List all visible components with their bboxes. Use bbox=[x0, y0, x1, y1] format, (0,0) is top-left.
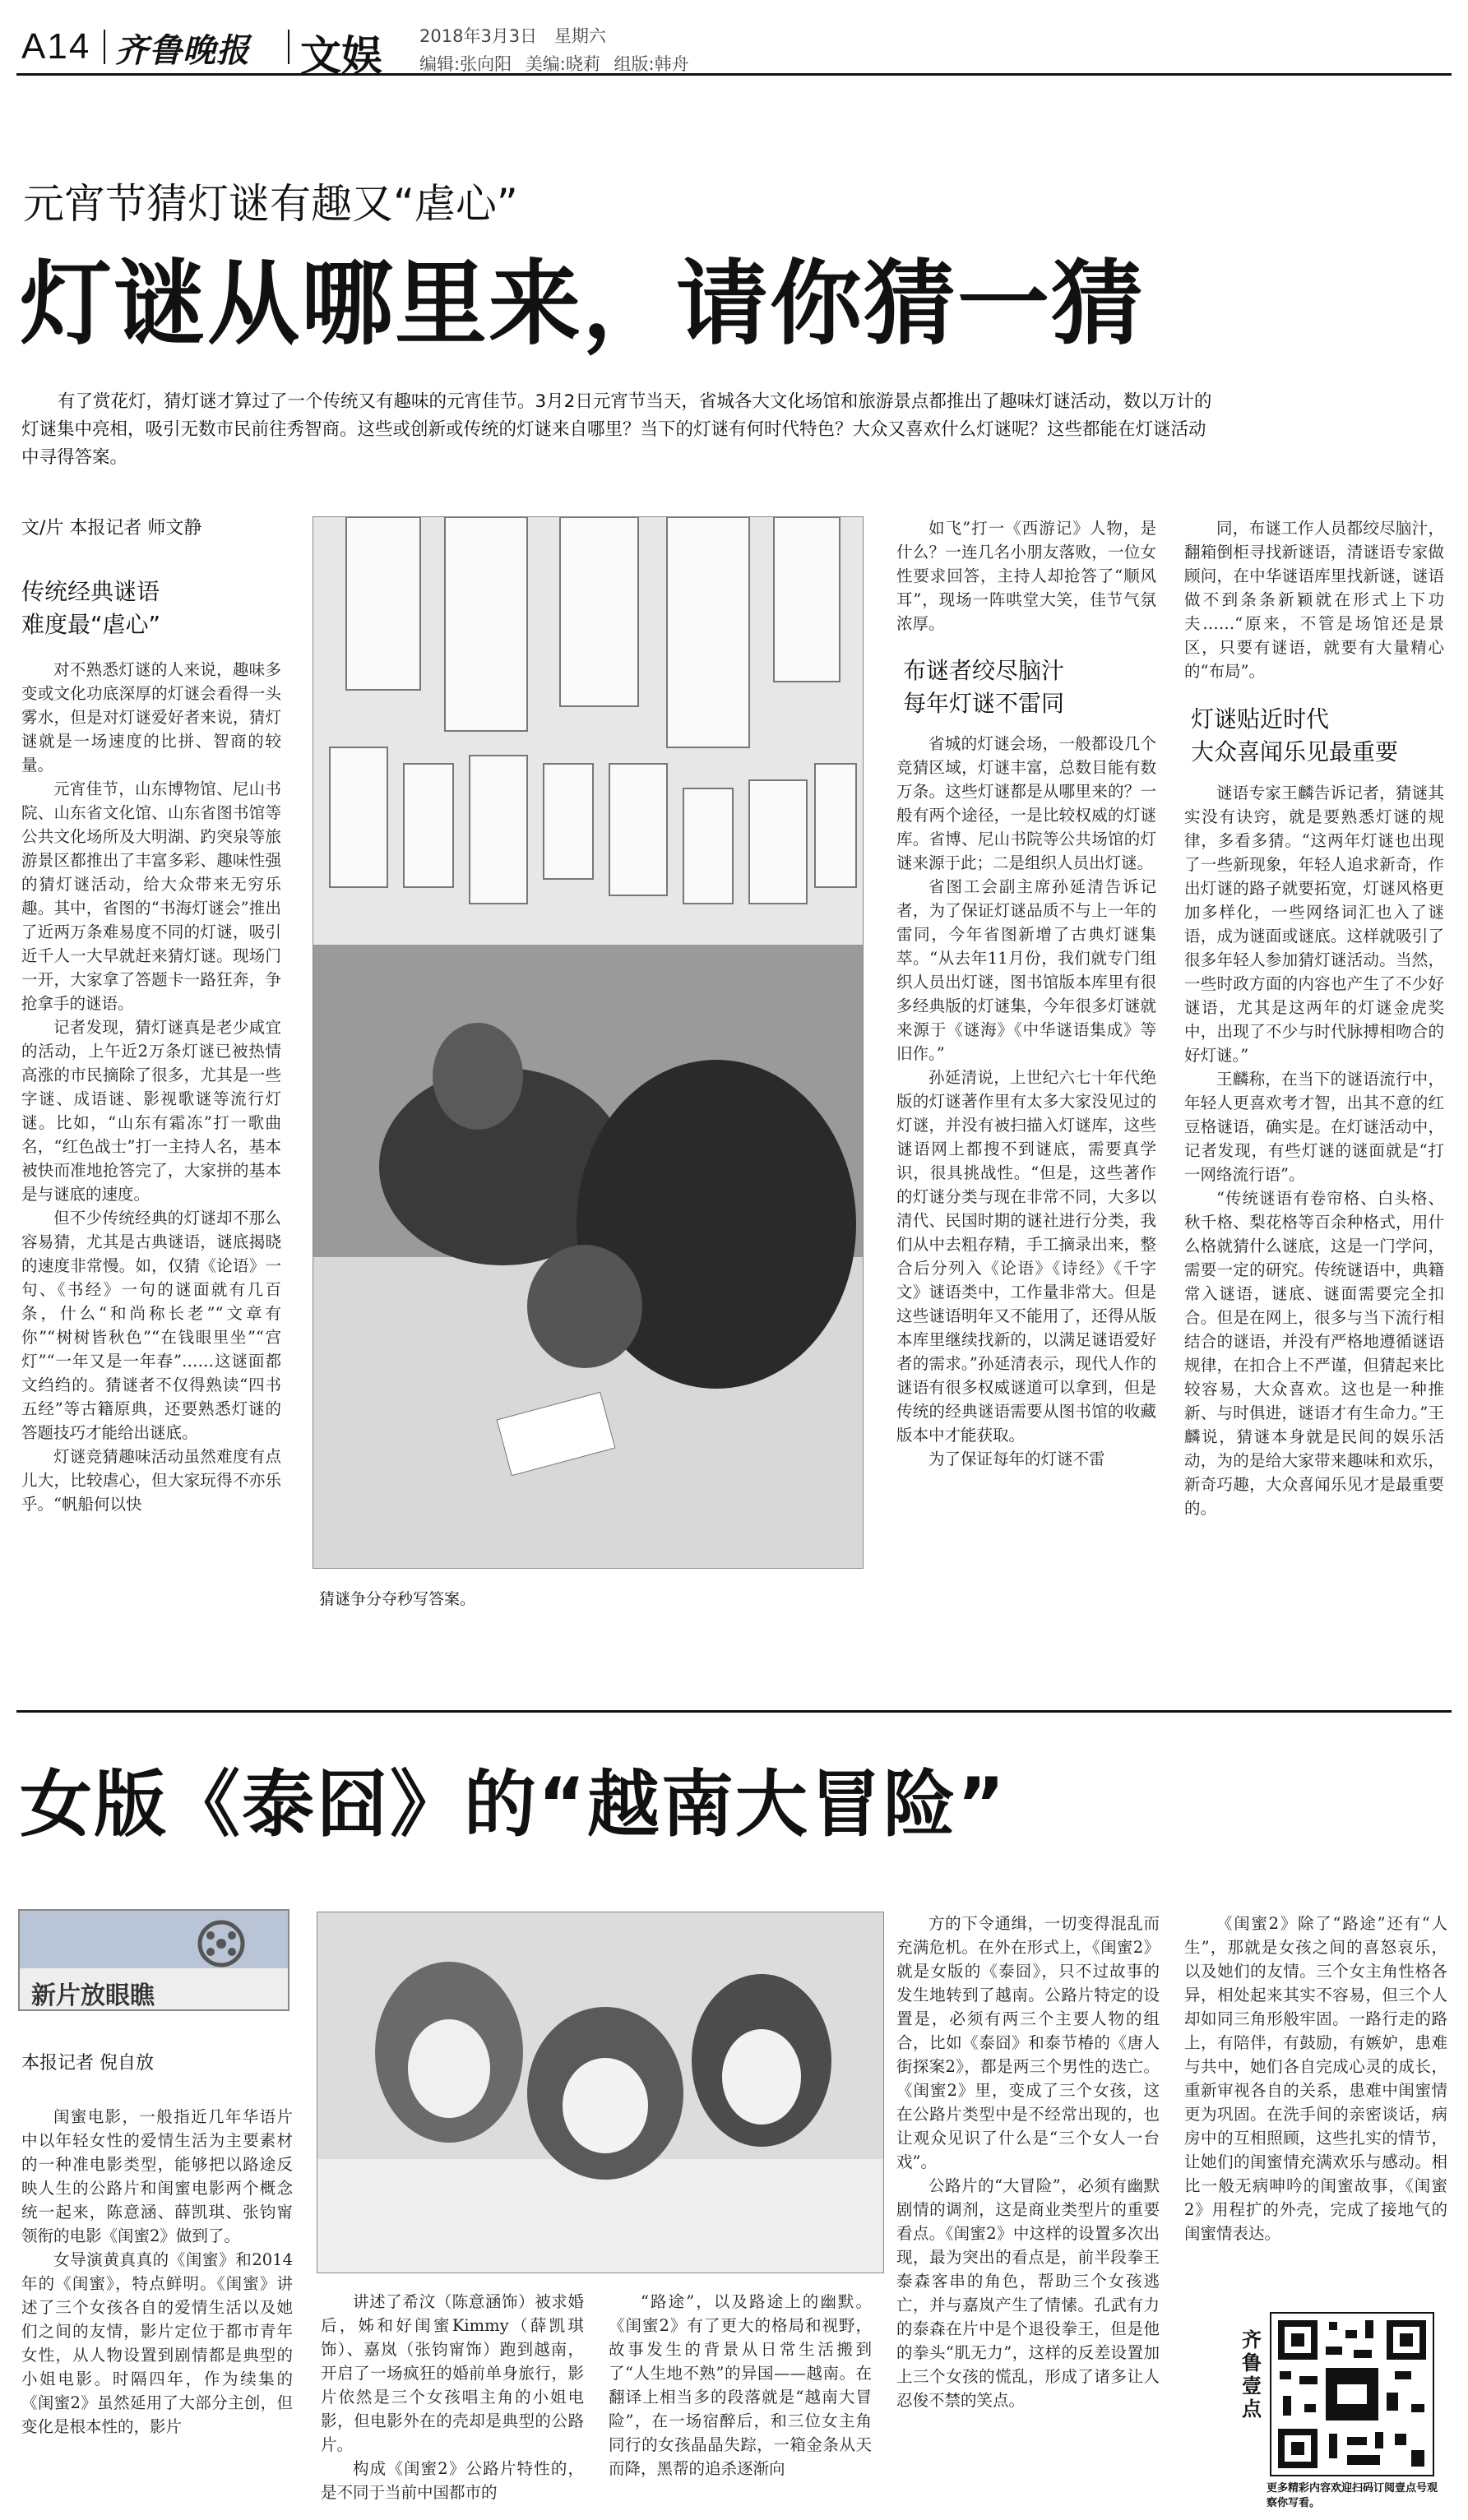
story1-column-2 bbox=[896, 516, 1156, 636]
film-column-label: 新片放眼瞧 bbox=[31, 1981, 155, 2010]
paragraph: “传统谜语有卷帘格、白头格、秋千格、梨花格等百余种格式，用什么格就猜什么谜底，这是一门学问，需要一定的研究。传统谜语中，典籍常入谜语，谜底、谜面需要完全扣合。但是在网上，很多与当下流行相结合的谜语，并没有严格地遵循谜语规律，在扣合上不严谨，但猜起来比较容易，大众喜欢。这也是一种推新、与时俱进，谜语才有生命力。”王麟说，猜谜本身就是民间的娱乐活动，为的是给大家带来趣味和欢乐，新奇巧趣，大众喜闻乐见才是最重要的。 bbox=[1184, 1189, 1444, 1518]
editor-credits: 编辑:张向阳 美编:晓莉 组版:韩舟 bbox=[419, 54, 689, 74]
film-column-badge bbox=[18, 1909, 289, 2011]
story1-byline: 文/片 本报记者 师文静 bbox=[21, 518, 202, 539]
story1-lead: 有了赏花灯，猜灯谜才算过了一个传统又有趣味的元宵佳节。3月2日元宵节当天，省城各大文化场馆和旅游景点都推出了趣味灯谜活动，数以万计的灯谜集中亮相，吸引无数市民前往秀智商。这些或创新或传统的灯谜来自哪里？当下的灯谜有何时代特色？大众又喜欢什么灯谜呢？这些都能在灯谜活动中寻得答案。 bbox=[21, 391, 1212, 468]
story1-photo bbox=[313, 516, 864, 1569]
film-still-photo bbox=[317, 1912, 884, 2273]
story1-column-3 bbox=[1184, 516, 1444, 683]
paragraph: 方的下令通缉，一切变得混乱而充满危机。在外在形式上，《闺蜜2》就是女版的《泰囧》，只不过故事的发生地转到了越南。公路片特定的设置是，必须有两三个主要人物的组合，比如《泰囧》和泰节椿的《唐人街探案2》，都是两三个男性的迭亡。《闺蜜2》里，变成了三个女孩，这在公路片类型中是不经常出现的，也让观众见识了什么是“三个女人一台戏”。 bbox=[896, 1914, 1160, 2171]
story1-column-3b bbox=[1184, 781, 1444, 1520]
paragraph: 如飞”打一《西游记》人物，是什么？一连几名小朋友落败，一位女性要求回答，主持人却抢答了“顺风耳”，现场一阵哄堂大笑，佳节气氛浓厚。 bbox=[896, 519, 1156, 633]
story2-column-2 bbox=[321, 2290, 584, 2504]
story1-subhead-1: 传统经典谜语 难度最“虐心” bbox=[21, 578, 161, 638]
paragraph: 讲述了希汶（陈意涵饰）被求婚后，姊和好闺蜜Kimmy（薛凯琪饰）、嘉岚（张钧甯饰）跑到越南，开启了一场疯狂的婚前单身旅行，影片依然是三个女孩唱主角的小姐电影，但电影外在的壳却是典型的公路片。 bbox=[321, 2292, 584, 2454]
paragraph: 灯谜竞猜趣味活动虽然难度有点儿大，比较虐心，但大家玩得不亦乐乎。“帆船何以快 bbox=[21, 1447, 281, 1514]
paragraph: “路途”，以及路途上的幽默。《闺蜜2》有了更大的格局和视野，故事发生的背景从日常生活搬到了“人生地不熟”的异国——越南。在翻译上相当多的段落就是“越南大冒险”，在一场宿醉后，和三位女主角同行的女孩晶晶失踪，一箱金条从天而降，黑帮的追杀逐渐向 bbox=[609, 2292, 872, 2478]
story1-photo-caption: 猜谜争分夺秒写答案。 bbox=[319, 1590, 476, 1608]
paragraph: 《闺蜜2》除了“路途”还有“人生”，那就是女孩之间的喜怒哀乐，以及她们的友情。三个女主角性格各异，相处起来其实不容易，但三个人却如同三角形般牢固。一路行走的路上，有陪伴，有鼓励，有嫉妒，患难与共中，她们各自完成心灵的成长，重新审视各自的关系，患难中闺蜜情更为巩固。在洗手间的亲密谈话，病房中的互相照顾，这些扎实的情节，让她们的闺蜜情充满欢乐与感动。相比一般无病呻吟的闺蜜故事，《闺蜜2》用程扩的外壳，完成了接地气的闺蜜情表达。 bbox=[1184, 1914, 1447, 2243]
masthead-logo: 齐鲁晚报 bbox=[115, 31, 250, 70]
story2-byline: 本报记者 倪自放 bbox=[21, 2053, 154, 2074]
paragraph: 孙延清说，上世纪六七十年代绝版的灯谜著作里有太多大家没见过的灯谜，并没有被扫描入灯谜库，这些谜语网上都搜不到谜底，需要真学识，很具挑战性。“但是，这些著作的灯谜分类与现在非常不同，大多以清代、民国时期的谜社进行分类，我们从中去粗存精，手工摘录出来，整合后分列入《论语》《诗经》《千字文》谜语类中，工作量非常大。但是这些谜语明年又不能用了，还得从版本库里继续找新的，以满足谜语爱好者的需求。”孙延清表示，现代人作的谜语有很多权威谜道可以拿到，但是传统的经典谜语需要从图书馆的收藏版本中才能获取。 bbox=[896, 1068, 1156, 1445]
story2-headline: 女版《泰囧》的“越南大冒险” bbox=[20, 1762, 1007, 1847]
paragraph: 谜语专家王麟告诉记者，猜谜其实没有诀窍，就是要熟悉灯谜的规律，多看多猜。“这两年灯谜也出现了一些新现象，年轻人追求新奇，作出灯谜的路子就要拓宽，灯谜风格更加多样化，一些网络词汇也入了谜语，成为谜面或谜底。这样就吸引了很多年轻人参加猜灯谜活动。当然，一些时政方面的内容也产生了不少好谜语，尤其是这两年的灯谜金虎奖中，出现了不少与时代脉搏相吻合的好灯谜。” bbox=[1184, 784, 1444, 1065]
story2-column-5 bbox=[1184, 1912, 1447, 2245]
story1-subhead-2: 布谜者绞尽脑汁 每年灯谜不雷同 bbox=[903, 657, 1065, 717]
issue-date: 2018年3月3日 星期六 bbox=[419, 26, 606, 46]
paragraph: 闺蜜电影，一般指近几年华语片中以年轻女性的爱情生活为主要素材的一种准电影类型，能够把以路途反映人生的公路片和闺蜜电影两个概念统一起来，陈意涵、薛凯琪、张钧甯领衔的电影《闺蜜2》做到了。 bbox=[21, 2107, 293, 2245]
story2-photo bbox=[317, 1912, 884, 2273]
paragraph: 省图工会副主席孙延清告诉记者，为了保证灯谜品质不与上一年的雷同，今年省图新增了古典灯谜集萃。“从去年11月份，我们就专门组织人员出灯谜，图书馆版本库里有很多经典版的灯谜集，今年很多灯谜就来源于《谜海》《中华谜语集成》等旧作。” bbox=[896, 877, 1156, 1063]
qr-code-icon bbox=[1271, 2314, 1433, 2475]
paragraph: 为了保证每年的灯谜不雷 bbox=[928, 1450, 1105, 1468]
page-header bbox=[16, 18, 1452, 80]
paragraph: 公路片的“大冒险”，必须有幽默剧情的调剂，这是商业类型片的重要看点。《闺蜜2》中这样的设置多次出现，最为突出的看点是，前半段拳王泰森客串的角色，帮助三个女孩逃亡，并与嘉岚产生了情愫。孔武有力的泰森在片中是个退役拳王，但是他的拳头“肌无力”，这样的反差设置加上三个女孩的慌乱，形成了诸多让人忍俊不禁的笑点。 bbox=[896, 2176, 1160, 2410]
page-number: A14 bbox=[21, 26, 91, 67]
lantern-riddle-photo bbox=[313, 517, 864, 1569]
section-title: 文娱 bbox=[300, 32, 382, 80]
paragraph: 省城的灯谜会场，一般都设几个竞猜区域，灯谜丰富，总数目能有数万条。这些灯谜都是从哪里来的？一般有两个途径，一是比较权威的灯谜库。省博、尼山书院等公共场馆的灯谜来源于此；二是组织人员出灯谜。 bbox=[896, 734, 1156, 872]
qr-code-note: 更多精彩内容欢迎扫码订阅壹点号观察你写看。 bbox=[1267, 2482, 1438, 2509]
header-divider bbox=[288, 30, 289, 64]
story1-headline: 灯谜从哪里来，请你猜一猜 bbox=[20, 251, 1145, 358]
qr-code[interactable] bbox=[1270, 2312, 1434, 2476]
header-divider bbox=[104, 30, 105, 64]
story1-column-2b bbox=[896, 732, 1156, 1471]
paragraph: 元宵佳节，山东博物馆、尼山书院、山东省文化馆、山东省图书馆等公共文化场所及大明湖、趵突泉等旅游景区都推出了丰富多彩、趣味性强的猜灯谜活动，给大众带来无穷乐趣。其中，省图的“书海灯谜会”推出了近两万条难易度不同的灯谜，吸引近千人一大早就赶来猜灯谜。现场门一开，大家拿了答题卡一路狂奔，争抢拿手的谜语。 bbox=[21, 779, 281, 1013]
paragraph: 构成《闺蜜2》公路片特性的，是不同于当前中国都市的 bbox=[321, 2459, 584, 2502]
paragraph: 对不熟悉灯谜的人来说，趣味多变或文化功底深厚的灯谜会看得一头雾水，但是对灯谜爱好者来说，猜灯谜就是一场速度的比拼、智商的较量。 bbox=[21, 660, 281, 774]
paragraph: 记者发现，猜灯谜真是老少咸宜的活动，上午近2万条灯谜已被热情高涨的市民摘除了很多，尤其是一些字谜、成语谜、影视歌谜等流行灯谜。比如，“山东有霜冻”打一歌曲名，“红色战士”打一主持人名，基本被快而准地抢答完了，大家拼的基本是与谜底的速度。 bbox=[21, 1018, 281, 1204]
paragraph: 但不少传统经典的灯谜却不那么容易猜，尤其是古典谜语，谜底揭晓的速度非常慢。如，仅猜《论语》一句、《书经》一句的谜面就有几百条，什么“和尚称长老”“文章有你”“树树皆秋色”“在钱眼里坐”“宫灯”“一年又是一年春”……这谜面都文绉绉的。猜谜者不仅得熟读“四书五经”等古籍原典，还要熟悉灯谜的答题技巧才能给出谜底。 bbox=[21, 1209, 281, 1442]
story1-column-1 bbox=[21, 658, 281, 1516]
paragraph: 女导演黄真真的《闺蜜》和2014年的《闺蜜》，特点鲜明。《闺蜜》讲述了三个女孩各自的爱情生活以及她们之间的友情，影片定位于都市青年女性，从人物设置到剧情都是典型的小姐电影。时隔四年，作为续集的《闺蜜2》虽然延用了大部分主创，但变化是根本性的，影片 bbox=[21, 2250, 293, 2436]
story-divider bbox=[16, 1710, 1452, 1713]
story1-subhead-3: 灯谜贴近时代 大众喜闻乐见最重要 bbox=[1191, 705, 1399, 765]
paragraph: 同，布谜工作人员都绞尽脑汁，翻箱倒柜寻找新谜语，清谜语专家做顾问，在中华谜语库里找新谜，谜语做不到条条新颖就在形式上下功夫……“原来，不管是场馆还是景区，只要有谜语，就要有大量精心的“布局”。 bbox=[1184, 519, 1444, 681]
story1-kicker: 元宵节猜灯谜有趣又“虐心” bbox=[23, 180, 518, 228]
app-name-vertical: 齐鲁壹点 bbox=[1242, 2328, 1262, 2421]
film-reel-icon bbox=[20, 1911, 288, 1968]
story2-column-4 bbox=[896, 1912, 1160, 2412]
story2-column-3 bbox=[609, 2290, 872, 2481]
paragraph: 王麟称，在当下的谜语流行中，年轻人更喜欢考才智，出其不意的红豆格谜语，确实是。在灯谜活动中，记者发现，有些灯谜的谜面就是“打一网络流行语”。 bbox=[1184, 1070, 1444, 1184]
story2-column-1 bbox=[21, 2105, 293, 2439]
